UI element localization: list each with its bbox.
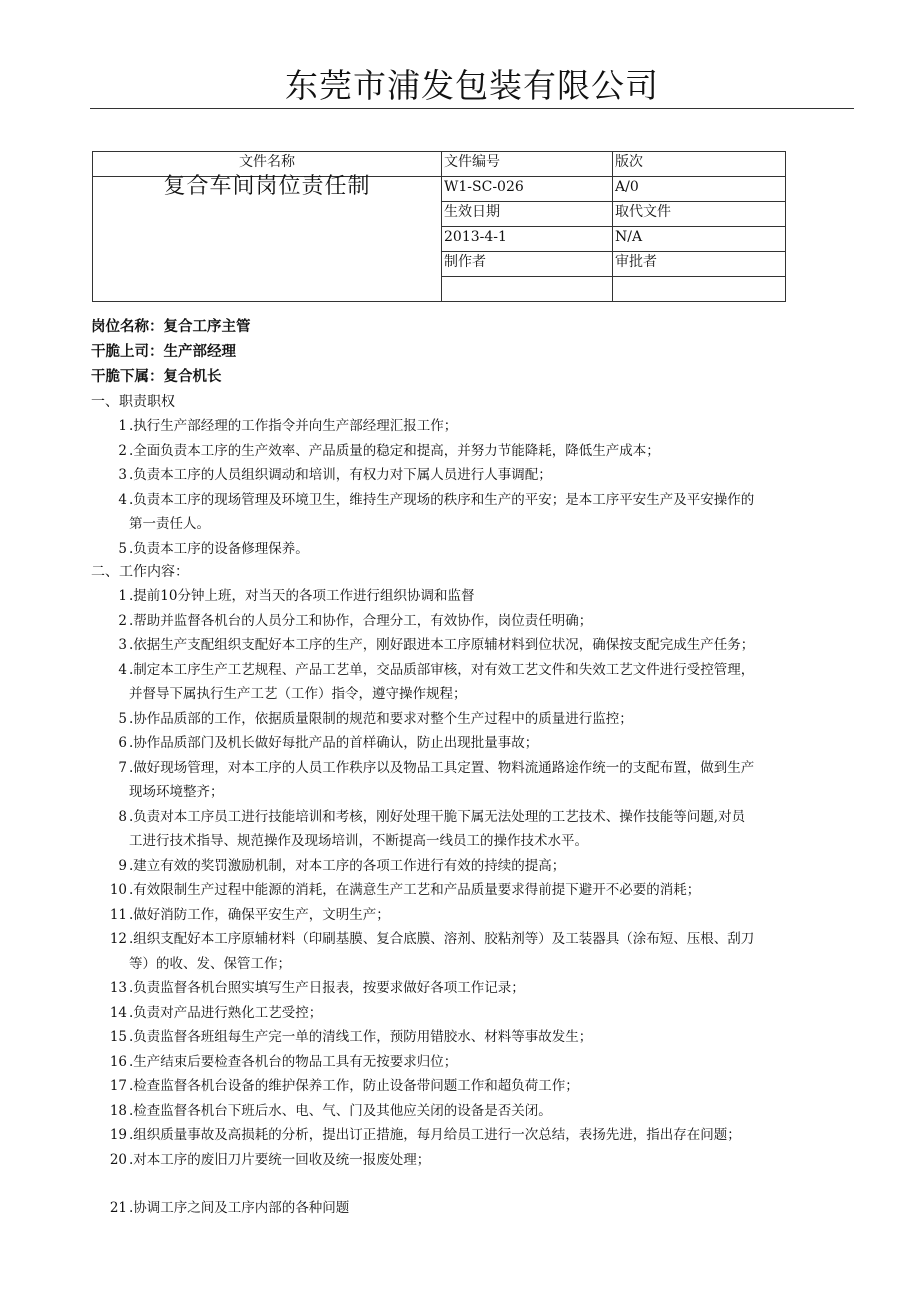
post-subordinate: 干脆下属：复合机长 [91, 369, 222, 385]
list-item-text: .依据生产支配组织支配好本工序的生产，刚好跟进本工序原辅材料到位状况，确保按支配完成生产任务； [129, 637, 755, 653]
title-divider [90, 108, 854, 109]
list-item [91, 488, 861, 537]
list-item-number: 10 [109, 882, 127, 898]
list-item-text: .负责本工序的人员组织调动和培训，有权力对下属人员进行人事调配； [129, 467, 552, 483]
list-item-text: .检查监督各机台下班后水、电、气、门及其他应关闭的设备是否关闭。 [129, 1102, 552, 1119]
list-item-text: .协调工序之间及工序内部的各种问题 [129, 1200, 350, 1216]
list-item [91, 1099, 861, 1124]
list-item-text: .制定本工序生产工艺规程、产品工艺单，交品质部审核，对有效工艺文件和失效工艺文件进行受控管理， [129, 661, 755, 678]
list-item-number: 1 [118, 588, 127, 604]
list-item [91, 439, 861, 464]
list-item-number: 11 [109, 906, 127, 923]
replace-doc-value: N/A [613, 227, 786, 252]
list-item-number: 2 [118, 612, 127, 629]
list-item-number: 16 [109, 1053, 127, 1070]
list-item [91, 976, 861, 1001]
approver-value [613, 277, 786, 302]
list-item-number: 4 [118, 491, 127, 508]
list-item-text: .建立有效的奖罚激励机制，对本工序的各项工作进行有效的持续的提高； [129, 857, 566, 874]
author-label: 制作者 [442, 252, 613, 277]
list-item [91, 903, 861, 928]
list-item-text: .检查监督各机台设备的维护保养工作，防止设备带问题工作和超负荷工作； [129, 1078, 579, 1094]
list-item-number: 7 [118, 759, 127, 776]
author-value [442, 277, 613, 302]
list-item-text: .做好现场管理，对本工序的人员工作秩序以及物品工具定置、物料流通路途作统一的支配布置，做到生产 [129, 759, 755, 776]
list-item [91, 537, 861, 562]
list-item [91, 756, 861, 805]
list-item-number: 8 [118, 808, 127, 825]
list-item-number: 6 [118, 735, 127, 751]
list-item-text: .负责本工序的设备修理保养。 [129, 540, 309, 557]
list-item-number: 15 [109, 1029, 127, 1045]
list-item-text: .负责本工序的现场管理及环境卫生，维持生产现场的秩序和生产的平安；是本工序平安生产及平安操作的 [129, 491, 755, 508]
list-item-number: 5 [118, 540, 127, 557]
list-item-number: 14 [109, 1004, 127, 1021]
list-item [91, 707, 861, 732]
list-item-continuation: 第一责任人。 [129, 516, 210, 532]
list-item [91, 878, 861, 903]
list-item-text: .执行生产部经理的工作指令并向生产部经理汇报工作； [129, 418, 458, 434]
list-item-text: .做好消防工作，确保平安生产，文明生产； [129, 906, 390, 923]
section-work-heading: 二、工作内容： [91, 564, 189, 580]
list-item [91, 1196, 861, 1221]
list-item [91, 1074, 861, 1099]
company-title: 东莞市浦发包装有限公司 [285, 66, 659, 105]
list-item-number: 13 [109, 980, 127, 996]
list-item-text: .负责对产品进行熟化工艺受控； [129, 1004, 323, 1021]
list-item [91, 463, 861, 488]
list-item-number: 17 [109, 1078, 127, 1094]
approver-label: 审批者 [613, 252, 786, 277]
list-item-number: 5 [118, 710, 127, 727]
list-item-text: .全面负责本工序的生产效率、产品质量的稳定和提高，并努力节能降耗，降低生产成本； [129, 442, 660, 459]
list-item-text: .帮助并监督各机台的人员分工和协作，合理分工，有效协作，岗位责任明确； [129, 612, 593, 629]
list-item-text: .负责监督各班组每生产完一单的清线工作，预防用错胶水、材料等事故发生； [129, 1029, 593, 1045]
list-item-text: .负责对本工序员工进行技能培训和考核，刚好处理干脆下属无法处理的工艺技术、操作技能等问题,对员 [129, 808, 746, 825]
list-item-text: .提前10分钟上班，对当天的各项工作进行组织协调和监督 [129, 588, 475, 604]
list-item-number: 4 [118, 661, 127, 678]
list-item-number: 2 [118, 442, 127, 459]
effective-date-value: 2013-4-1 [442, 227, 613, 252]
effective-date-label: 生效日期 [442, 202, 613, 227]
list-item-text: .协作品质部的工作，依据质量限制的规范和要求对整个生产过程中的质量进行监控； [129, 710, 633, 727]
post-name: 岗位名称：复合工序主管 [91, 319, 251, 335]
list-item-number: 12 [109, 931, 127, 947]
list-item-continuation: 等）的收、发、保管工作； [129, 955, 291, 972]
list-item [91, 658, 861, 707]
list-item [91, 609, 861, 634]
list-item-text: .组织质量事故及高损耗的分析，提出订正措施，每月给员工进行一次总结，表扬先进，指出存在问题； [129, 1127, 741, 1143]
list-item-continuation: 现场环境整齐； [129, 784, 224, 800]
header-doc-code: 文件编号 [442, 152, 613, 177]
list-item-number: 3 [118, 637, 127, 653]
list-item [91, 633, 861, 658]
section-duties-heading: 一、职责职权 [91, 394, 175, 410]
list-item [91, 927, 861, 976]
list-item-continuation: 工进行技术指导、规范操作及现场培训，不断提高一线员工的操作技术水平。 [129, 833, 588, 849]
list-item-number: 20 [109, 1151, 127, 1168]
list-item-text: .协作品质部门及机长做好每批产品的首样确认，防止出现批量事故； [129, 735, 539, 751]
list-item [91, 854, 861, 879]
list-item-text: .生产结束后要检查各机台的物品工具有无按要求归位； [129, 1053, 458, 1070]
list-item [91, 1123, 861, 1148]
list-item [91, 414, 861, 439]
list-item [91, 731, 861, 756]
list-item-continuation: 并督导下属执行生产工艺（工作）指令，遵守操作规程； [129, 686, 467, 702]
list-item [91, 1025, 861, 1050]
list-item [91, 1050, 861, 1075]
doc-code-value: W1-SC-026 [442, 177, 613, 202]
doc-title: 复合车间岗位责任制 [93, 177, 442, 302]
list-item-number: 18 [109, 1102, 127, 1119]
list-item-text: .对本工序的废旧刀片要统一回收及统一报废处理； [129, 1151, 431, 1168]
list-item [91, 1148, 861, 1173]
list-item-number: 9 [118, 857, 127, 874]
list-item-text: .组织支配好本工序原辅材料（印刷基膜、复合底膜、溶剂、胶粘剂等）及工装器具（涂布短、压根、刮刀 [129, 931, 755, 947]
list-item-number: 21 [109, 1200, 127, 1216]
list-item-text: .有效限制生产过程中能源的消耗，在满意生产工艺和产品质量要求得前提下避开不必要的消耗； [129, 882, 701, 898]
document-info-table [92, 151, 786, 302]
post-superior: 干脆上司：生产部经理 [91, 344, 236, 360]
list-item-number: 19 [109, 1127, 127, 1143]
list-item [91, 584, 861, 609]
version-value: A/0 [613, 177, 786, 202]
list-item [91, 1001, 861, 1026]
list-item-number: 3 [118, 467, 127, 483]
list-item-number: 1 [118, 418, 127, 434]
header-doc-name: 文件名称 [93, 152, 442, 177]
replace-doc-label: 取代文件 [613, 202, 786, 227]
list-item-text: .负责监督各机台照实填写生产日报表，按要求做好各项工作记录； [129, 980, 525, 996]
list-item [91, 805, 861, 854]
header-version: 版次 [613, 152, 786, 177]
